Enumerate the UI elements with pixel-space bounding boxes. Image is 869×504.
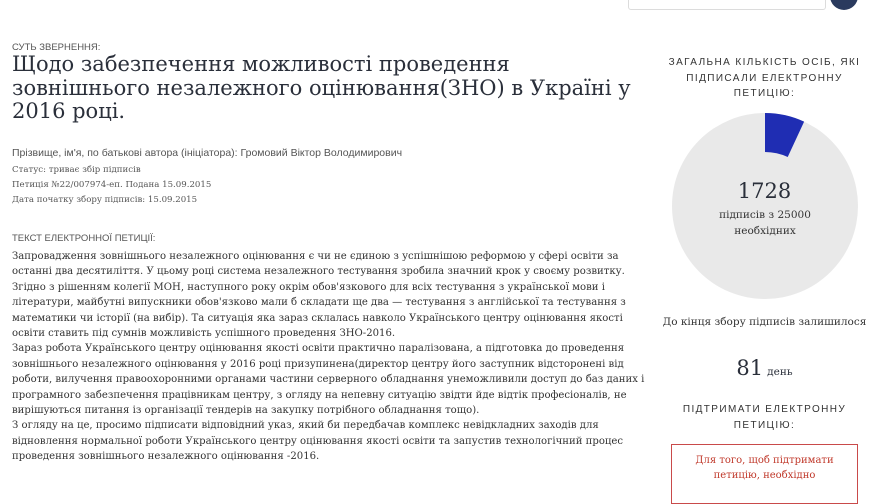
days-remaining bbox=[660, 356, 869, 380]
petition-paragraph: З огляду на це, просимо підписати відповідний указ, який би передбачав комплекс невідкладних заходів для відновлення нормальної роботи Українського центру оцінювання якості освіти та запустив технологічний процес проведення зовнішнього незалежного оцінювання -2016. bbox=[12, 420, 624, 463]
status-line: Статус: триває збір підписів bbox=[12, 165, 141, 175]
petition-text bbox=[12, 249, 657, 465]
author-line: Прізвище, ім'я, по батькові автора (ініціатора): Громовий Віктор Володимирович bbox=[12, 147, 403, 159]
support-heading: ПІДТРИМАТИ ЕЛЕКТРОННУ ПЕТИЦІЮ: bbox=[682, 404, 847, 431]
remaining-label: До кінця збору підписів залишилося bbox=[662, 316, 867, 328]
petition-paragraph: Зараз робота Українського центру оцінювання якості освіти практично паралізована, а підготовка до проведення зовнішнього незалежного оцінювання у 2016 році призупинена(директор центру його заступник відсторонені від роботи, вилучення правоохоронними органами частини серверного обладнання унеможливили доступ до баз даних і програмного забезпечення працівникам центру, з огляду на непевну ситуацію звідти йде відтік професіоналів, не вирішуються питання із організації тендерів на закупку потрібного обладнання тощо). bbox=[12, 343, 645, 417]
petition-text-caption: ТЕКСТ ЕЛЕКТРОННОЇ ПЕТИЦІЇ: bbox=[12, 233, 156, 244]
signature-sidebar bbox=[660, 0, 869, 480]
total-signatures-heading: ЗАГАЛЬНА КІЛЬКІСТЬ ОСІБ, ЯКІ ПІДПИСАЛИ ЕЛЕКТРОННУ ПЕТИЦІЮ: bbox=[668, 57, 861, 99]
days-unit: день bbox=[767, 366, 793, 378]
signature-progress-ring bbox=[672, 113, 858, 299]
signatures-needed-label: підписів з 25000 необхідних bbox=[719, 209, 811, 237]
signatures-count: 1728 bbox=[737, 179, 792, 203]
support-text: Для того, щоб підтримати петицію, необхідно bbox=[695, 455, 834, 481]
petition-paragraph: Запровадження зовнішнього незалежного оцінювання є чи не єдиною з успішнішою реформою у сфері освіти за останні два десятиліття. У цьому році система незалежного тестування зробила значний крок у своєму розвитку. Згідно з рішенням колегії МОН, наступного року окрім обов'язкового для всіх тестування з української мови і літератури, майбутні випускники обов'язково мали б складати ще два — тестування з англійської та тестування з математики чи історії (на вибір). Та ситуація яка зараз склалась навколо Українського центру оцінювання якості освіти ставить під сумнів можливість успішного проведення ЗНО-2016. bbox=[12, 251, 626, 340]
days-value: 81 bbox=[736, 356, 764, 380]
petition-title: Щодо забезпечення можливості проведення зовнішнього незалежного оцінювання(ЗНО) в Україні у 2016 році. bbox=[12, 52, 631, 123]
petition-number-line: Петиція №22/007974-еп. Подана 15.09.2015 bbox=[12, 180, 212, 190]
subject-caption: СУТЬ ЗВЕРНЕННЯ: bbox=[12, 42, 101, 53]
start-date-line: Дата початку збору підписів: 15.09.2015 bbox=[12, 195, 198, 205]
